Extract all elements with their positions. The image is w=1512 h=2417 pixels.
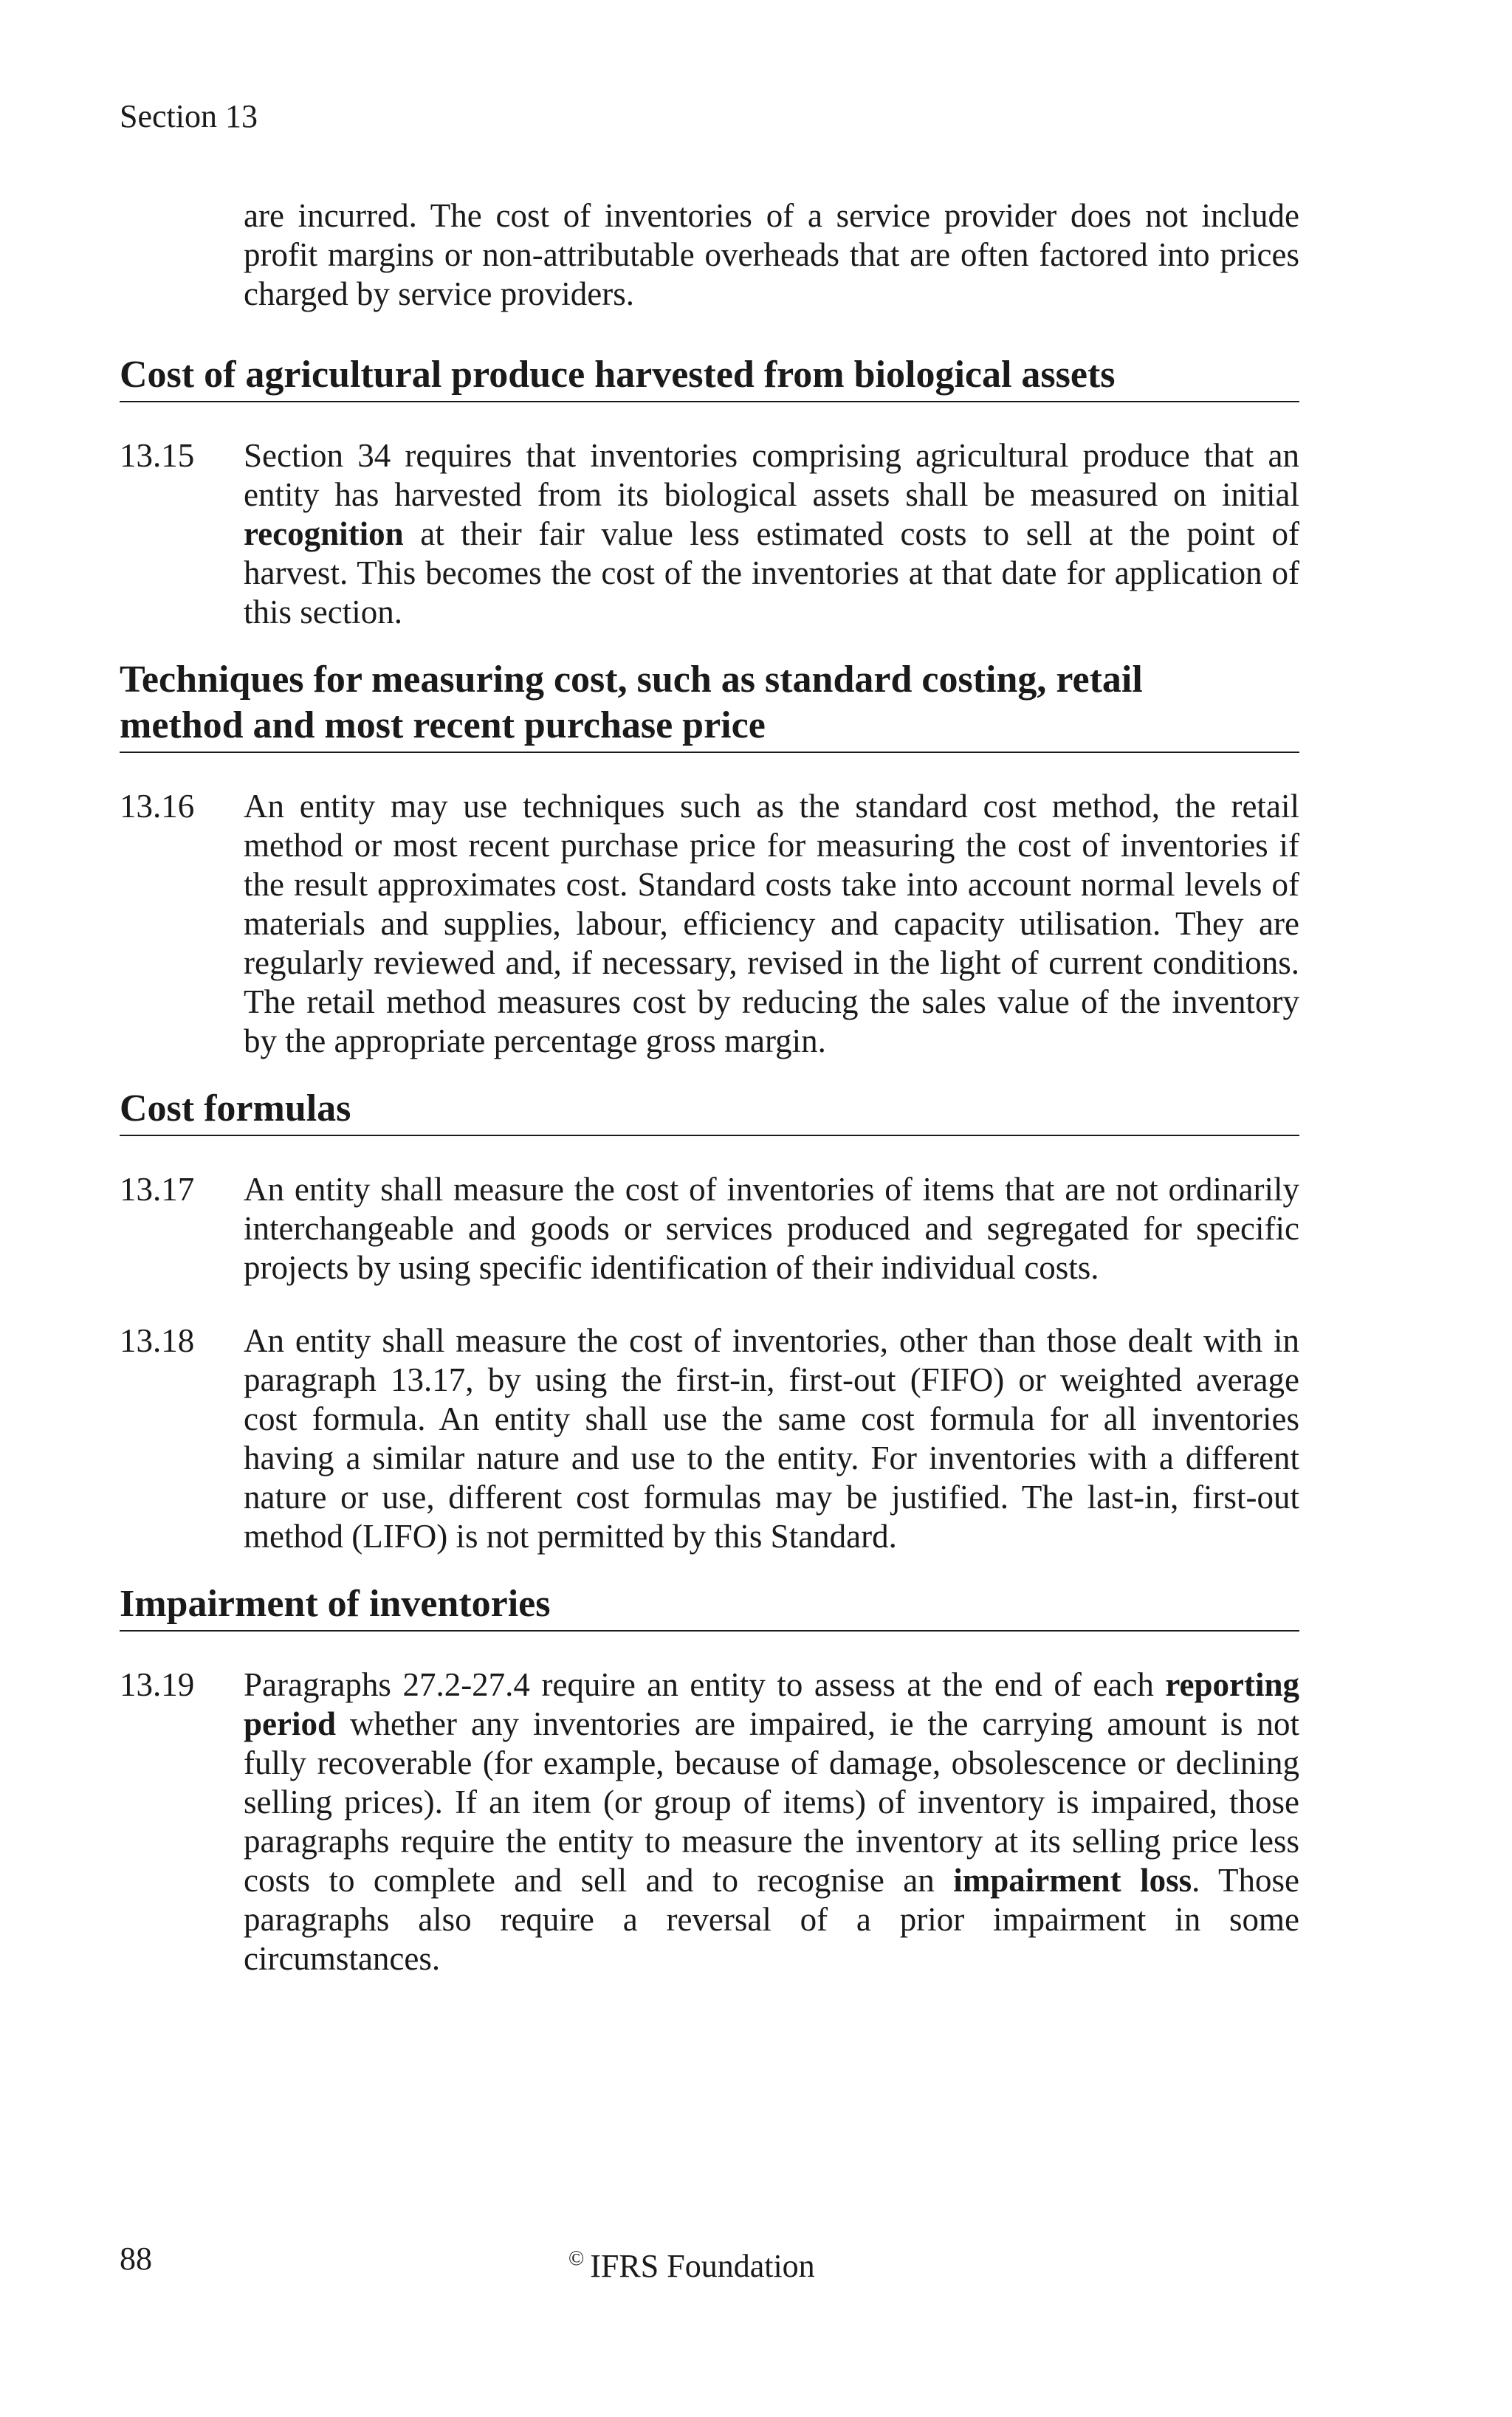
paragraph-number: 13.19 — [120, 1666, 195, 1703]
paragraph-13-18 — [120, 1321, 1299, 1556]
heading-line-1: Techniques for measuring cost, such as standard costing, retail — [120, 659, 1143, 701]
paragraph-13-19 — [120, 1665, 1299, 1978]
heading-line-2: method and most recent purchase price — [120, 704, 766, 746]
running-head: Section 13 — [120, 98, 258, 134]
defined-term-impairment-loss: impairment loss — [953, 1862, 1192, 1899]
paragraph-number: 13.15 — [120, 437, 195, 474]
paragraph-number: 13.17 — [120, 1171, 195, 1208]
defined-term-recognition: recognition — [244, 515, 404, 552]
paragraph-text: An entity shall measure the cost of inventories, other than those dealt with in paragraph 13.17, by using the first-in, first-out (FIFO) or weighted average cost formula. An entity shall use the same cost formula for all inventories having a similar nature and use to the entity. For inventories with a different nature or use, different cost formulas may be justified. The last-in, first-out method (LIFO) is not permitted by this Standard. — [244, 1322, 1299, 1555]
paragraph-number: 13.16 — [120, 788, 195, 825]
copyright-holder: IFRS Foundation — [590, 2248, 815, 2284]
paragraph-text — [244, 1665, 1299, 1978]
heading-impairment: Impairment of inventories — [120, 1581, 1299, 1632]
text-run: Paragraphs 27.2-27.4 require an entity to assess at the end of each — [244, 1666, 1166, 1703]
paragraph-13-15 — [120, 436, 1299, 632]
paragraph-13-16 — [120, 787, 1299, 1061]
paragraph-number: 13.18 — [120, 1322, 195, 1359]
text-run: Section 34 requires that inventories comprising agricultural produce that an entity has harvested from its biological assets shall be measured on initial — [244, 437, 1299, 513]
heading-measuring-techniques — [120, 657, 1299, 753]
text-run: at their fair value less estimated costs to sell at the point of harvest. This becomes the cost of the inventories at that date for application of this section. — [244, 515, 1299, 630]
intro-paragraph: are incurred. The cost of inventories of a service provider does not include profit margins or non-attributable overheads that are often factored into prices charged by service providers. — [244, 197, 1299, 312]
text-run: whether any inventories are impaired, ie the carrying amount is not fully recoverable (for example, because of damage, obsolescence or declining selling prices). If an item (or group of items) of inventory is impaired, those paragraphs require the entity to measure the inventory at its selling price less costs to complete and sell and to recognise an — [244, 1705, 1299, 1899]
heading-cost-formulas: Cost formulas — [120, 1086, 1299, 1136]
defined-term-reporting-period: reporting period — [244, 1666, 1299, 1742]
paragraph-text: An entity may use techniques such as the standard cost method, the retail method or most recent purchase price for measuring the cost of inventories if the result approximates cost. Standard costs take into account normal levels of materials and supplies, labour, efficiency and capacity utilisation. They are regularly reviewed and, if necessary, revised in the light of current conditions. The retail method measures cost by reducing the sales value of the inventory by the appropriate percentage gross margin. — [244, 788, 1299, 1059]
heading-agricultural-produce: Cost of agricultural produce harvested from biological assets — [120, 352, 1299, 402]
paragraph-text — [244, 436, 1299, 632]
text-run: . Those paragraphs also require a reversal of a prior impairment in some circumstances. — [244, 1862, 1299, 1977]
paragraph-13-17 — [120, 1170, 1299, 1287]
body-text — [120, 196, 1299, 1978]
page-number: 88 — [120, 2241, 152, 2277]
copyright-notice — [568, 2240, 815, 2286]
copyright-symbol: © — [568, 2247, 585, 2270]
paragraph-text: An entity shall measure the cost of inventories of items that are not ordinarily interchangeable and goods or services produced and segregated for specific projects by using specific identification of their individual costs. — [244, 1171, 1299, 1286]
